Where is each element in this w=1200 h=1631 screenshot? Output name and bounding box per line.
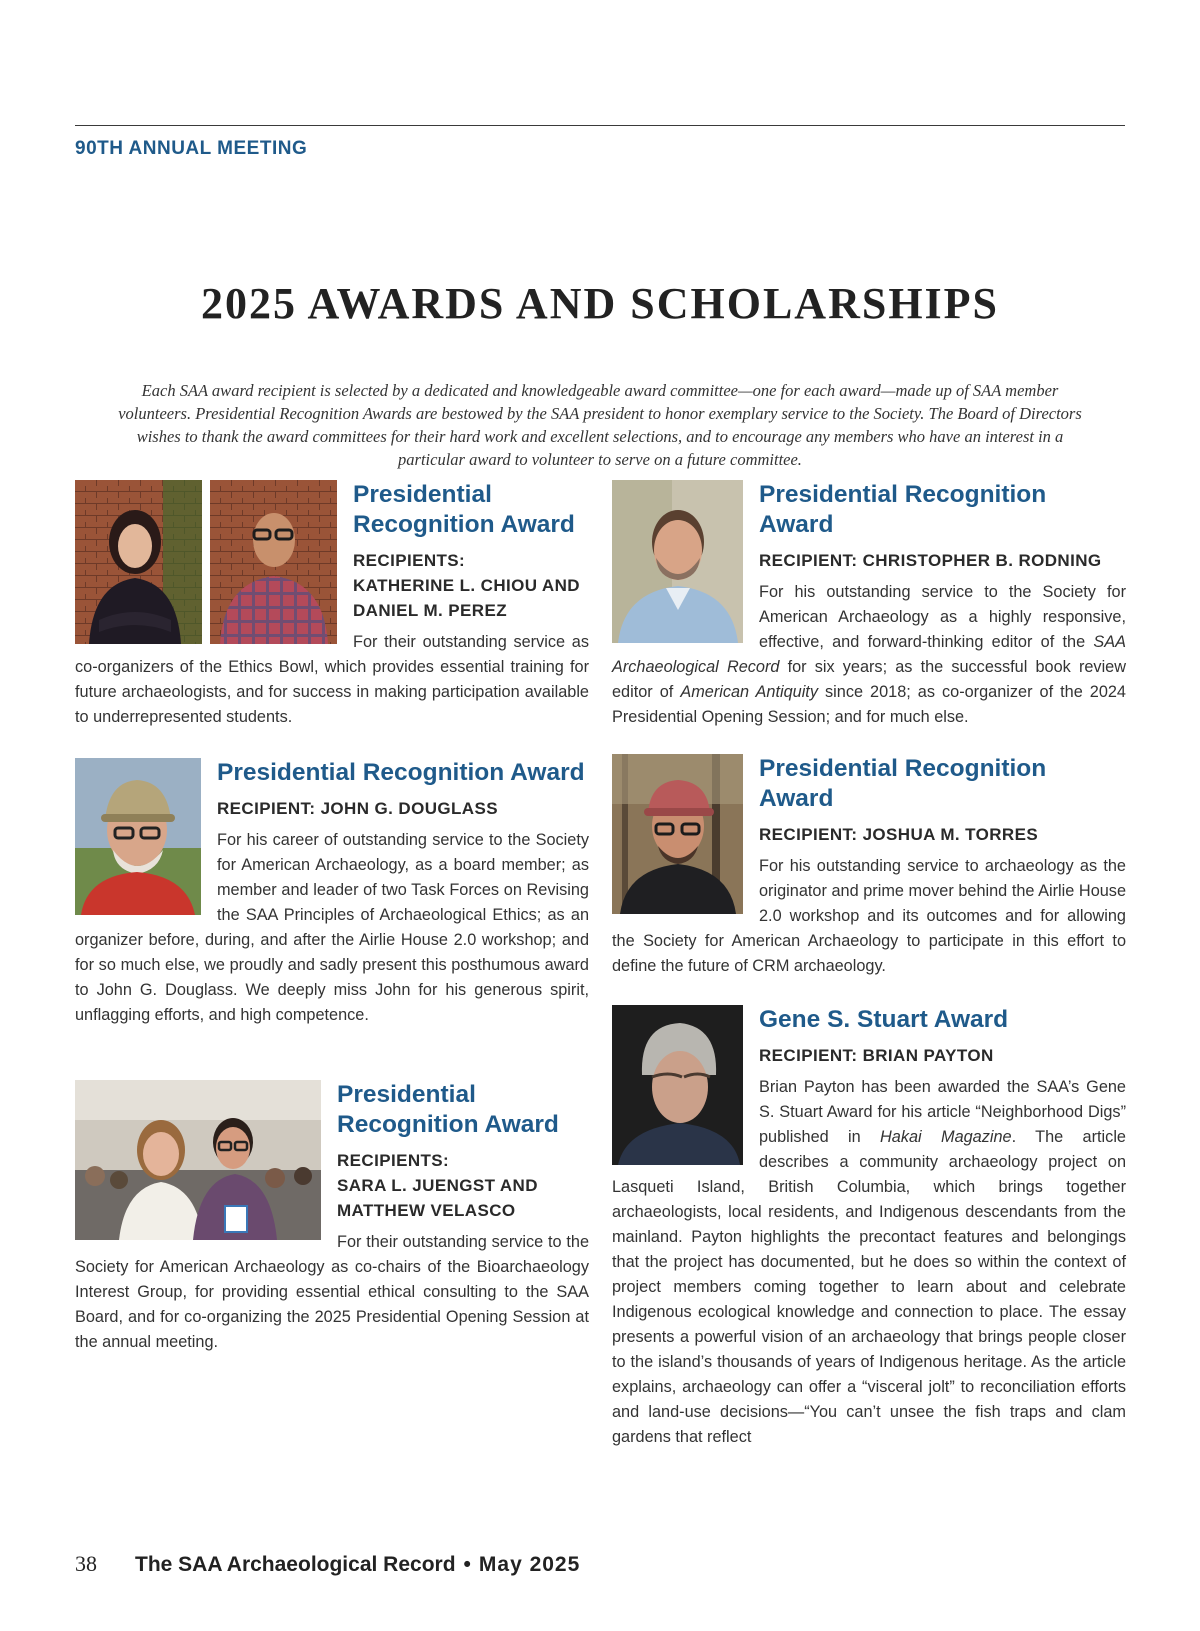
- award-description-text: Brian Payton has been awarded the SAA’s Gene S. Stuart Award for his article “Neighborhood Digs” published in: [759, 1078, 1126, 1146]
- magazine-title-italic: Hakai Magazine: [880, 1128, 1012, 1146]
- award-description-text: since 2018; as co-organizer of the 2024 Presidential Opening Session; and for much else.: [612, 683, 1126, 726]
- journal-title-italic: SAA Archaeological Record: [612, 633, 1126, 676]
- award-title: Presidential Recognition Award: [337, 1081, 559, 1138]
- award-title: Presidential Recognition Award: [217, 759, 585, 786]
- issue-date: May 2025: [478, 1553, 581, 1576]
- award-description: For his outstanding service to archaeology as the originator and prime mover behind the Airlie House 2.0 workshop and its outcomes and for allowing the Society for American Archaeology to participate in this effort to define the future of CRM archaeology.: [612, 857, 1126, 975]
- award-description: For his career of outstanding service to the Society for American Archaeology, as a board member; as member and leader of two Task Forces on Revising the SAA Principles of Archaeological Ethics; as an organizer before, during, and after the Airlie House 2.0 workshop; and for so much else, we proudly and sadly present this posthumous award to John G. Douglass. We deeply miss John for his generous spirit, unflagging efforts, and high competence.: [75, 831, 589, 1024]
- footer-separator: •: [463, 1553, 471, 1576]
- award-torres: [612, 754, 1126, 979]
- recipient-name: RECIPIENT: JOSHUA M. TORRES: [759, 825, 1039, 844]
- award-chiou-perez: [75, 480, 589, 730]
- recipient-label: RECIPIENTS:: [337, 1151, 450, 1170]
- award-description-text: . The article describes a community archaeology project on Lasqueti Island, British Columbia, which brings together archaeologists, local residents, and Indigenous descendants from the mainland. Payton highlights the precontact features and belongings that the project has documented, but he does so within the context of project members coming together to learn about and celebrate Indigenous ecological knowledge and connection to place. The essay presents a powerful vision of an archaeology that brings people closer to the island’s thousands of years of Indigenous heritage. As the article explains, archaeology can offer a “visceral jolt” to reconciliation efforts and land-use decisions—“You can’t unsee the fish traps and clam gardens that reflect: [612, 1128, 1126, 1446]
- recipient-names: SARA L. JUENGST AND MATTHEW VELASCO: [337, 1176, 538, 1220]
- recipient-name: RECIPIENT: BRIAN PAYTON: [759, 1046, 994, 1065]
- award-description: For their outstanding service as co-organizers of the Ethics Bowl, which provides essential training for future archaeologists, and for success in making participation available to underrepresented students.: [75, 633, 589, 726]
- photo-chiou-perez: [75, 480, 337, 644]
- photo-christopher-rodning: [612, 480, 743, 643]
- award-description-text: for six years; as the successful book review editor of: [612, 658, 1126, 701]
- award-payton: [612, 1005, 1126, 1450]
- photo-john-douglass: [75, 758, 201, 915]
- publication-name: The SAA Archaeological Record: [135, 1553, 456, 1576]
- photo-brian-payton: [612, 1005, 743, 1165]
- recipient-label: RECIPIENTS:: [353, 551, 466, 570]
- page-title: 2025 AWARDS AND SCHOLARSHIPS: [200, 279, 1000, 328]
- award-description-text: For his outstanding service to the Society for American Archaeology as a highly responsive, effective, and forward-thinking editor of the: [759, 583, 1126, 651]
- page-number: 38: [75, 1551, 97, 1576]
- recipient-names: KATHERINE L. CHIOU AND DANIEL M. PEREZ: [353, 576, 580, 620]
- section-label: 90TH ANNUAL MEETING: [75, 138, 308, 159]
- recipient-name: RECIPIENT: JOHN G. DOUGLASS: [217, 799, 498, 818]
- photo-daniel-perez: [210, 480, 337, 644]
- recipient-name: RECIPIENT: CHRISTOPHER B. RODNING: [759, 551, 1102, 570]
- award-rodning: [612, 480, 1126, 730]
- header-rule: [75, 125, 1125, 126]
- photo-katherine-chiou: [75, 480, 202, 644]
- award-title: Gene S. Stuart Award: [759, 1006, 1009, 1033]
- photo-juengst-velasco: [75, 1080, 321, 1240]
- photo-joshua-torres: [612, 754, 743, 914]
- intro-paragraph: Each SAA award recipient is selected by a dedicated and knowledgeable award committee—one for each award—made up of SAA member volunteers. Presidential Recognition Awards are bestowed by the SAA president to honor exemplary service to the Society. The Board of Directors wishes to thank the award committees for their hard work and excellent selections, and to encourage any members who have an interest in a particular award to volunteer to serve on a future committee.: [118, 381, 1082, 469]
- award-title: Presidential Recognition Award: [759, 755, 1047, 812]
- page-footer: [75, 1551, 580, 1577]
- award-title: Presidential Recognition Award: [353, 481, 575, 538]
- award-description: For their outstanding service to the Society for American Archaeology as co-chairs of the Bioarchaeology Interest Group, for providing essential ethical consulting to the SAA Board, and for co-organizing the 2025 Presidential Opening Session at the annual meeting.: [75, 1233, 589, 1351]
- award-douglass: [75, 758, 589, 1028]
- award-title: Presidential Recognition Award: [759, 481, 1047, 538]
- journal-title-italic: American Antiquity: [680, 683, 818, 701]
- award-juengst-velasco: [75, 1080, 589, 1355]
